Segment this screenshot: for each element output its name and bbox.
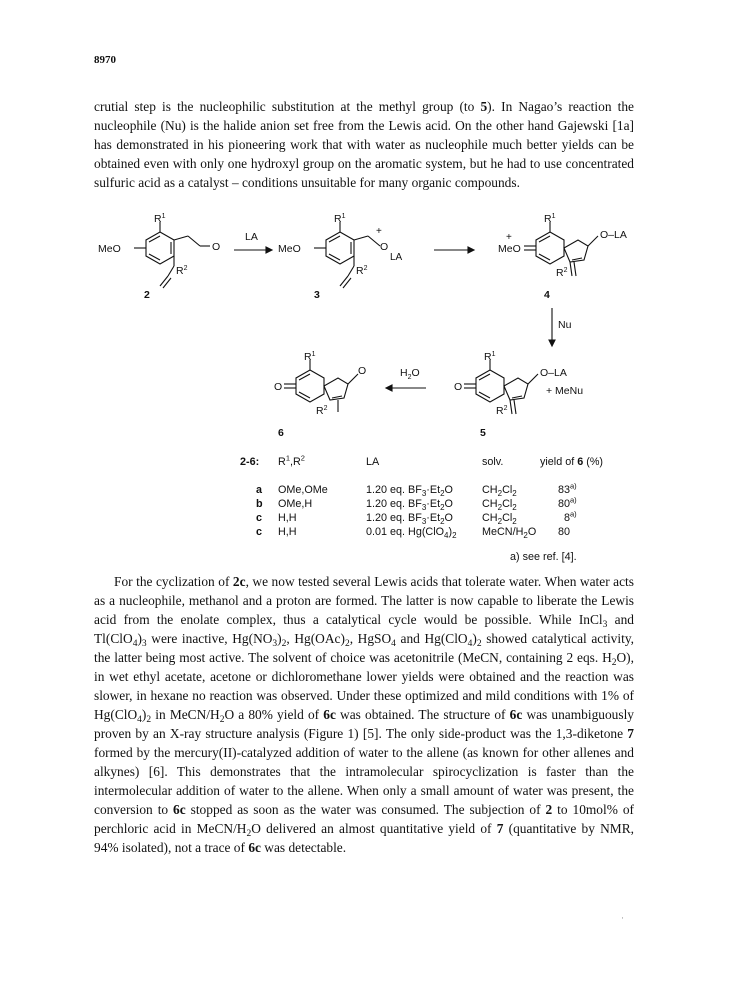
stray-mark: · [621, 913, 624, 923]
svg-text:R1: $R^1$ [484, 351, 496, 363]
byproduct: + MeNu [546, 385, 584, 397]
reaction-scheme [94, 212, 639, 462]
svg-text:R2: $R^2$ [496, 405, 508, 417]
table-footnote: a) see ref. [4]. [510, 551, 577, 563]
svg-text:O: O [274, 381, 283, 393]
paragraph-intro: crutial step is the nucleophilic substitution at the methyl group (to 5). In Nagao’s reaction the nucleophile (Nu) is the halide anion set free from the Lewis acid. On the other hand Gajewski [1a] has demonstrated in his pioneering work that with water as nucleophile much better yields can be obtained even with only one hydroxyl group on the aromatic system, but he had to use concentrated sulfuric acid as a catalyst – conditions unsuitable for many organic compounds. [94, 99, 634, 190]
svg-text:MeO: MeO [278, 243, 301, 255]
svg-text:O: O [212, 241, 221, 253]
svg-text:R1: $R^1$ [304, 351, 316, 363]
page-number: 8970 [94, 54, 116, 66]
reagent-la: LA [245, 231, 258, 243]
svg-text:MeO: MeO [498, 243, 521, 255]
svg-text:LA: LA [390, 252, 403, 263]
compound-label-6: 6 [278, 427, 284, 439]
svg-text:O: O [380, 241, 389, 253]
svg-text:R1: $R^1$ [544, 213, 556, 225]
svg-text:MeO: MeO [98, 243, 121, 255]
svg-text:R2: $R^2$ [556, 267, 568, 279]
svg-text:O–LA: O–LA [540, 367, 567, 379]
svg-text:R1: $R^1$ [154, 213, 166, 225]
svg-text:R2: $R^2$ [356, 265, 368, 277]
reagent-h2o: $H_2O$ [400, 367, 420, 381]
svg-text:O–LA: O–LA [600, 229, 627, 241]
compound-label-5: 5 [480, 427, 486, 439]
compound-2-structure [134, 222, 210, 288]
compound-label-4: 4 [544, 289, 550, 301]
svg-text:R1: $R^1$ [334, 213, 346, 225]
svg-text:+: + [506, 232, 512, 243]
paragraph-results: For the cyclization of 2c, we now tested several Lewis acids that tolerate water. When water acts as a nucleophile, methanol and a proton are formed. The latter is now capable to liberate the Lewis acid from the enolate complex, thus a catalytical cycle would be possible. While InCl$_3$ and $Tl(ClO_4)_3$ were inactive, $Hg(NO_3)_2$, $Hg(OAc)_2$, HgSO$_4$ and $Hg(ClO_4)_2$ showed catalytical activity, the latter being most active. The solvent of choice was acetonitrile (MeCN, containing 2 eqs. $H_2O$), in wet ethyl acetate, acetone or dichloromethane lower yields were obtained and the reaction was slower, in hexane no reaction was observed. Under these optimized and mild conditions with 1% of $Hg(ClO_4)_2$ in MeCN/$H_2O$ a 80% yield of 6c was obtained. The structure of 6c was unambiguously proven by an X-ray structure analysis (Figure 1) [5]. The only side-product was the 1,3-diketone 7 formed by the mercury(II)-catalyzed addition of water to the allene (as known for other allenes and alkynes) [6]. This demonstrates that the intramolecular spirocyclization is faster than the intermolecular addition of water to the allene. When only a small amount of water was present, the conversion to 6c stopped as soon as the water was consumed. The subjection of 2 to 10mol% of perchloric acid in MeCN/$H_2O$ delivered an almost quantitative yield of 7 (quantitative by NMR, 94% isolated), not a trace of 6c was detectable. [94, 574, 634, 855]
svg-text:+: + [376, 226, 382, 237]
svg-text:O: O [358, 365, 367, 377]
svg-text:R2: $R^2$ [176, 265, 188, 277]
svg-text:R2: $R^2$ [316, 405, 328, 417]
compound-label-3: 3 [314, 289, 320, 301]
compound-label-2: 2 [144, 289, 150, 301]
reagent-nu: Nu [558, 319, 572, 331]
svg-text:O: O [454, 381, 463, 393]
compound-ref: 5 [480, 99, 488, 114]
